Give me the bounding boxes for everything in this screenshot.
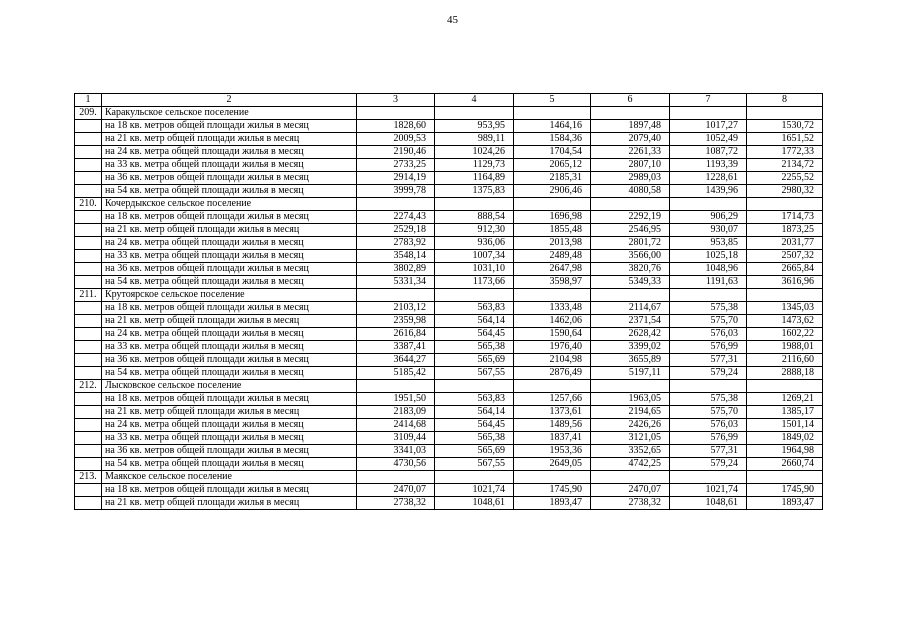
value-cell: 564,14 bbox=[435, 406, 514, 419]
value-cell: 3802,89 bbox=[357, 263, 435, 276]
row-label: на 18 кв. метров общей площади жилья в месяц bbox=[102, 393, 357, 406]
row-number-cell bbox=[75, 354, 102, 367]
table-row bbox=[75, 497, 823, 510]
row-number-cell bbox=[75, 302, 102, 315]
group-row bbox=[75, 107, 823, 120]
value-cell: 3616,96 bbox=[747, 276, 823, 289]
value-cell: 2914,19 bbox=[357, 172, 435, 185]
row-number-cell bbox=[75, 250, 102, 263]
empty-cell bbox=[514, 289, 591, 302]
value-cell: 1462,06 bbox=[514, 315, 591, 328]
table-row bbox=[75, 159, 823, 172]
value-cell: 1714,73 bbox=[747, 211, 823, 224]
value-cell: 5185,42 bbox=[357, 367, 435, 380]
table-row bbox=[75, 341, 823, 354]
row-label: на 21 кв. метр общей площади жилья в месяц bbox=[102, 133, 357, 146]
value-cell: 2876,49 bbox=[514, 367, 591, 380]
value-cell: 577,31 bbox=[670, 354, 747, 367]
value-cell: 1976,40 bbox=[514, 341, 591, 354]
row-number-cell bbox=[75, 393, 102, 406]
header-cell-2: 2 bbox=[102, 94, 357, 107]
row-label: на 24 кв. метра общей площади жилья в месяц bbox=[102, 237, 357, 250]
value-cell: 2414,68 bbox=[357, 419, 435, 432]
value-cell: 1173,66 bbox=[435, 276, 514, 289]
row-label: на 33 кв. метра общей площади жилья в месяц bbox=[102, 341, 357, 354]
row-label: на 36 кв. метров общей площади жилья в месяц bbox=[102, 172, 357, 185]
value-cell: 2274,43 bbox=[357, 211, 435, 224]
table-row bbox=[75, 237, 823, 250]
empty-cell bbox=[591, 107, 670, 120]
value-cell: 2114,67 bbox=[591, 302, 670, 315]
row-number-cell bbox=[75, 237, 102, 250]
table-row bbox=[75, 302, 823, 315]
group-name: Крутоярское сельское поселение bbox=[102, 289, 357, 302]
row-number-cell bbox=[75, 120, 102, 133]
empty-cell bbox=[670, 471, 747, 484]
table-row bbox=[75, 354, 823, 367]
empty-cell bbox=[747, 380, 823, 393]
value-cell: 565,38 bbox=[435, 432, 514, 445]
row-number-cell bbox=[75, 458, 102, 471]
empty-cell bbox=[435, 289, 514, 302]
group-row bbox=[75, 289, 823, 302]
value-cell: 2031,77 bbox=[747, 237, 823, 250]
table-row bbox=[75, 263, 823, 276]
header-cell-5: 5 bbox=[514, 94, 591, 107]
value-cell: 2616,84 bbox=[357, 328, 435, 341]
value-cell: 906,29 bbox=[670, 211, 747, 224]
value-cell: 2470,07 bbox=[357, 484, 435, 497]
group-number: 210. bbox=[75, 198, 102, 211]
value-cell: 1893,47 bbox=[747, 497, 823, 510]
table-row bbox=[75, 185, 823, 198]
value-cell: 3399,02 bbox=[591, 341, 670, 354]
row-number-cell bbox=[75, 432, 102, 445]
row-label: на 54 кв. метра общей площади жилья в месяц bbox=[102, 185, 357, 198]
value-cell: 2194,65 bbox=[591, 406, 670, 419]
value-cell: 2989,03 bbox=[591, 172, 670, 185]
value-cell: 3109,44 bbox=[357, 432, 435, 445]
value-cell: 576,99 bbox=[670, 432, 747, 445]
value-cell: 1893,47 bbox=[514, 497, 591, 510]
value-cell: 1828,60 bbox=[357, 120, 435, 133]
table-row bbox=[75, 133, 823, 146]
value-cell: 1953,36 bbox=[514, 445, 591, 458]
value-cell: 2116,60 bbox=[747, 354, 823, 367]
empty-cell bbox=[670, 107, 747, 120]
row-number-cell bbox=[75, 419, 102, 432]
value-cell: 1584,36 bbox=[514, 133, 591, 146]
value-cell: 3341,03 bbox=[357, 445, 435, 458]
value-cell: 5197,11 bbox=[591, 367, 670, 380]
value-cell: 2103,12 bbox=[357, 302, 435, 315]
value-cell: 1964,98 bbox=[747, 445, 823, 458]
empty-cell bbox=[435, 107, 514, 120]
value-cell: 1024,26 bbox=[435, 146, 514, 159]
value-cell: 1772,33 bbox=[747, 146, 823, 159]
empty-cell bbox=[670, 198, 747, 211]
value-cell: 5349,33 bbox=[591, 276, 670, 289]
value-cell: 1590,64 bbox=[514, 328, 591, 341]
value-cell: 1849,02 bbox=[747, 432, 823, 445]
empty-cell bbox=[357, 471, 435, 484]
header-cell-8: 8 bbox=[747, 94, 823, 107]
empty-cell bbox=[747, 471, 823, 484]
empty-cell bbox=[514, 380, 591, 393]
value-cell: 2906,46 bbox=[514, 185, 591, 198]
value-cell: 576,99 bbox=[670, 341, 747, 354]
value-cell: 1021,74 bbox=[670, 484, 747, 497]
row-label: на 18 кв. метров общей площади жилья в месяц bbox=[102, 211, 357, 224]
value-cell: 1473,62 bbox=[747, 315, 823, 328]
table-row bbox=[75, 484, 823, 497]
group-number: 212. bbox=[75, 380, 102, 393]
table-row bbox=[75, 419, 823, 432]
row-number-cell bbox=[75, 263, 102, 276]
value-cell: 576,03 bbox=[670, 419, 747, 432]
value-cell: 1951,50 bbox=[357, 393, 435, 406]
value-cell: 1257,66 bbox=[514, 393, 591, 406]
group-row bbox=[75, 198, 823, 211]
group-name: Кочердыкское сельское поселение bbox=[102, 198, 357, 211]
value-cell: 2783,92 bbox=[357, 237, 435, 250]
value-cell: 2738,32 bbox=[591, 497, 670, 510]
value-cell: 1269,21 bbox=[747, 393, 823, 406]
table-row bbox=[75, 211, 823, 224]
table-row bbox=[75, 172, 823, 185]
value-cell: 2134,72 bbox=[747, 159, 823, 172]
empty-cell bbox=[514, 107, 591, 120]
value-cell: 563,83 bbox=[435, 393, 514, 406]
value-cell: 2261,33 bbox=[591, 146, 670, 159]
value-cell: 1087,72 bbox=[670, 146, 747, 159]
value-cell: 1031,10 bbox=[435, 263, 514, 276]
value-cell: 1501,14 bbox=[747, 419, 823, 432]
empty-cell bbox=[435, 198, 514, 211]
value-cell: 1345,03 bbox=[747, 302, 823, 315]
value-cell: 1048,61 bbox=[670, 497, 747, 510]
row-label: на 54 кв. метра общей площади жилья в месяц bbox=[102, 367, 357, 380]
value-cell: 3548,14 bbox=[357, 250, 435, 263]
value-cell: 1007,34 bbox=[435, 250, 514, 263]
table-row bbox=[75, 120, 823, 133]
value-cell: 565,69 bbox=[435, 445, 514, 458]
table-row bbox=[75, 367, 823, 380]
value-cell: 1017,27 bbox=[670, 120, 747, 133]
empty-cell bbox=[591, 289, 670, 302]
value-cell: 1696,98 bbox=[514, 211, 591, 224]
value-cell: 1745,90 bbox=[514, 484, 591, 497]
value-cell: 1745,90 bbox=[747, 484, 823, 497]
value-cell: 2649,05 bbox=[514, 458, 591, 471]
header-cell-3: 3 bbox=[357, 94, 435, 107]
value-cell: 2647,98 bbox=[514, 263, 591, 276]
header-cell-4: 4 bbox=[435, 94, 514, 107]
row-label: на 18 кв. метров общей площади жилья в месяц bbox=[102, 484, 357, 497]
header-cell-1: 1 bbox=[75, 94, 102, 107]
row-label: на 18 кв. метров общей площади жилья в месяц bbox=[102, 120, 357, 133]
value-cell: 564,45 bbox=[435, 419, 514, 432]
value-cell: 579,24 bbox=[670, 458, 747, 471]
empty-cell bbox=[747, 289, 823, 302]
value-cell: 2255,52 bbox=[747, 172, 823, 185]
value-cell: 1048,61 bbox=[435, 497, 514, 510]
value-cell: 1333,48 bbox=[514, 302, 591, 315]
value-cell: 564,14 bbox=[435, 315, 514, 328]
row-label: на 36 кв. метров общей площади жилья в месяц bbox=[102, 445, 357, 458]
value-cell: 567,55 bbox=[435, 458, 514, 471]
empty-cell bbox=[514, 471, 591, 484]
row-label: на 24 кв. метра общей площади жилья в месяц bbox=[102, 419, 357, 432]
value-cell: 2546,95 bbox=[591, 224, 670, 237]
row-number-cell bbox=[75, 341, 102, 354]
value-cell: 1988,01 bbox=[747, 341, 823, 354]
value-cell: 2888,18 bbox=[747, 367, 823, 380]
row-number-cell bbox=[75, 185, 102, 198]
group-name: Маякское сельское поселение bbox=[102, 471, 357, 484]
value-cell: 2628,42 bbox=[591, 328, 670, 341]
value-cell: 1602,22 bbox=[747, 328, 823, 341]
value-cell: 2104,98 bbox=[514, 354, 591, 367]
value-cell: 1385,17 bbox=[747, 406, 823, 419]
row-label: на 21 кв. метр общей площади жилья в месяц bbox=[102, 224, 357, 237]
row-label: на 33 кв. метра общей площади жилья в месяц bbox=[102, 159, 357, 172]
value-cell: 953,95 bbox=[435, 120, 514, 133]
value-cell: 3387,41 bbox=[357, 341, 435, 354]
value-cell: 4080,58 bbox=[591, 185, 670, 198]
group-row bbox=[75, 380, 823, 393]
value-cell: 2426,26 bbox=[591, 419, 670, 432]
value-cell: 1897,48 bbox=[591, 120, 670, 133]
table-row bbox=[75, 146, 823, 159]
row-label: на 24 кв. метра общей площади жилья в месяц bbox=[102, 328, 357, 341]
empty-cell bbox=[357, 198, 435, 211]
header-cell-7: 7 bbox=[670, 94, 747, 107]
value-cell: 2371,54 bbox=[591, 315, 670, 328]
group-name: Каракульское сельское поселение bbox=[102, 107, 357, 120]
table-row bbox=[75, 432, 823, 445]
value-cell: 1375,83 bbox=[435, 185, 514, 198]
group-name: Лысковское сельское поселение bbox=[102, 380, 357, 393]
row-number-cell bbox=[75, 276, 102, 289]
value-cell: 1464,16 bbox=[514, 120, 591, 133]
table-row bbox=[75, 445, 823, 458]
value-cell: 564,45 bbox=[435, 328, 514, 341]
value-cell: 2183,09 bbox=[357, 406, 435, 419]
row-number-cell bbox=[75, 133, 102, 146]
value-cell: 563,83 bbox=[435, 302, 514, 315]
row-number-cell bbox=[75, 367, 102, 380]
value-cell: 1129,73 bbox=[435, 159, 514, 172]
value-cell: 936,06 bbox=[435, 237, 514, 250]
value-cell: 2489,48 bbox=[514, 250, 591, 263]
value-cell: 1439,96 bbox=[670, 185, 747, 198]
table-row bbox=[75, 315, 823, 328]
table-row bbox=[75, 458, 823, 471]
row-label: на 21 кв. метр общей площади жилья в месяц bbox=[102, 315, 357, 328]
empty-cell bbox=[747, 198, 823, 211]
table-row bbox=[75, 276, 823, 289]
row-number-cell bbox=[75, 484, 102, 497]
row-number-cell bbox=[75, 445, 102, 458]
value-cell: 1373,61 bbox=[514, 406, 591, 419]
table-row bbox=[75, 406, 823, 419]
header-cell-6: 6 bbox=[591, 94, 670, 107]
empty-cell bbox=[670, 380, 747, 393]
row-label: на 21 кв. метр общей площади жилья в месяц bbox=[102, 497, 357, 510]
table-row bbox=[75, 393, 823, 406]
empty-cell bbox=[435, 380, 514, 393]
value-cell: 4730,56 bbox=[357, 458, 435, 471]
empty-cell bbox=[747, 107, 823, 120]
group-number: 213. bbox=[75, 471, 102, 484]
value-cell: 1530,72 bbox=[747, 120, 823, 133]
row-number-cell bbox=[75, 172, 102, 185]
value-cell: 575,38 bbox=[670, 302, 747, 315]
value-cell: 1191,63 bbox=[670, 276, 747, 289]
value-cell: 1873,25 bbox=[747, 224, 823, 237]
value-cell: 567,55 bbox=[435, 367, 514, 380]
row-label: на 33 кв. метра общей площади жилья в месяц bbox=[102, 432, 357, 445]
value-cell: 3655,89 bbox=[591, 354, 670, 367]
row-label: на 21 кв. метр общей площади жилья в месяц bbox=[102, 406, 357, 419]
value-cell: 577,31 bbox=[670, 445, 747, 458]
value-cell: 3644,27 bbox=[357, 354, 435, 367]
value-cell: 2013,98 bbox=[514, 237, 591, 250]
row-number-cell bbox=[75, 406, 102, 419]
value-cell: 2529,18 bbox=[357, 224, 435, 237]
value-cell: 565,69 bbox=[435, 354, 514, 367]
value-cell: 3566,00 bbox=[591, 250, 670, 263]
row-label: на 24 кв. метра общей площади жилья в месяц bbox=[102, 146, 357, 159]
empty-cell bbox=[435, 471, 514, 484]
value-cell: 2807,10 bbox=[591, 159, 670, 172]
value-cell: 3598,97 bbox=[514, 276, 591, 289]
value-cell: 1837,41 bbox=[514, 432, 591, 445]
value-cell: 2733,25 bbox=[357, 159, 435, 172]
value-cell: 3820,76 bbox=[591, 263, 670, 276]
row-label: на 54 кв. метра общей площади жилья в месяц bbox=[102, 276, 357, 289]
row-label: на 18 кв. метров общей площади жилья в месяц bbox=[102, 302, 357, 315]
value-cell: 2470,07 bbox=[591, 484, 670, 497]
row-number-cell bbox=[75, 146, 102, 159]
value-cell: 1048,96 bbox=[670, 263, 747, 276]
page-number: 45 bbox=[447, 14, 458, 26]
value-cell: 1704,54 bbox=[514, 146, 591, 159]
value-cell: 888,54 bbox=[435, 211, 514, 224]
value-cell: 576,03 bbox=[670, 328, 747, 341]
empty-cell bbox=[591, 471, 670, 484]
value-cell: 2660,74 bbox=[747, 458, 823, 471]
empty-cell bbox=[591, 380, 670, 393]
header-row bbox=[75, 94, 823, 107]
value-cell: 3121,05 bbox=[591, 432, 670, 445]
value-cell: 2359,98 bbox=[357, 315, 435, 328]
table-body bbox=[75, 94, 823, 510]
value-cell: 2980,32 bbox=[747, 185, 823, 198]
row-label: на 36 кв. метров общей площади жилья в месяц bbox=[102, 354, 357, 367]
value-cell: 2185,31 bbox=[514, 172, 591, 185]
value-cell: 2009,53 bbox=[357, 133, 435, 146]
value-cell: 2292,19 bbox=[591, 211, 670, 224]
value-cell: 953,85 bbox=[670, 237, 747, 250]
value-cell: 4742,25 bbox=[591, 458, 670, 471]
value-cell: 2190,46 bbox=[357, 146, 435, 159]
value-cell: 3352,65 bbox=[591, 445, 670, 458]
row-label: на 54 кв. метра общей площади жилья в месяц bbox=[102, 458, 357, 471]
value-cell: 575,70 bbox=[670, 406, 747, 419]
empty-cell bbox=[357, 289, 435, 302]
value-cell: 1021,74 bbox=[435, 484, 514, 497]
value-cell: 2079,40 bbox=[591, 133, 670, 146]
empty-cell bbox=[357, 380, 435, 393]
row-number-cell bbox=[75, 211, 102, 224]
value-cell: 565,38 bbox=[435, 341, 514, 354]
value-cell: 1489,56 bbox=[514, 419, 591, 432]
table-row bbox=[75, 328, 823, 341]
row-number-cell bbox=[75, 315, 102, 328]
value-cell: 5331,34 bbox=[357, 276, 435, 289]
value-cell: 1193,39 bbox=[670, 159, 747, 172]
value-cell: 2738,32 bbox=[357, 497, 435, 510]
row-label: на 33 кв. метра общей площади жилья в месяц bbox=[102, 250, 357, 263]
row-number-cell bbox=[75, 159, 102, 172]
value-cell: 2065,12 bbox=[514, 159, 591, 172]
value-cell: 579,24 bbox=[670, 367, 747, 380]
row-number-cell bbox=[75, 497, 102, 510]
value-cell: 1963,05 bbox=[591, 393, 670, 406]
value-cell: 1052,49 bbox=[670, 133, 747, 146]
table-row bbox=[75, 224, 823, 237]
value-cell: 912,30 bbox=[435, 224, 514, 237]
empty-cell bbox=[514, 198, 591, 211]
value-cell: 575,38 bbox=[670, 393, 747, 406]
value-cell: 575,70 bbox=[670, 315, 747, 328]
tariff-table bbox=[74, 93, 823, 510]
value-cell: 2801,72 bbox=[591, 237, 670, 250]
empty-cell bbox=[357, 107, 435, 120]
empty-cell bbox=[591, 198, 670, 211]
value-cell: 989,11 bbox=[435, 133, 514, 146]
row-label: на 36 кв. метров общей площади жилья в месяц bbox=[102, 263, 357, 276]
group-row bbox=[75, 471, 823, 484]
value-cell: 2665,84 bbox=[747, 263, 823, 276]
value-cell: 1025,18 bbox=[670, 250, 747, 263]
value-cell: 3999,78 bbox=[357, 185, 435, 198]
value-cell: 1228,61 bbox=[670, 172, 747, 185]
row-number-cell bbox=[75, 328, 102, 341]
table-row bbox=[75, 250, 823, 263]
value-cell: 930,07 bbox=[670, 224, 747, 237]
empty-cell bbox=[670, 289, 747, 302]
value-cell: 1164,89 bbox=[435, 172, 514, 185]
value-cell: 1651,52 bbox=[747, 133, 823, 146]
value-cell: 2507,32 bbox=[747, 250, 823, 263]
value-cell: 1855,48 bbox=[514, 224, 591, 237]
group-number: 211. bbox=[75, 289, 102, 302]
group-number: 209. bbox=[75, 107, 102, 120]
row-number-cell bbox=[75, 224, 102, 237]
